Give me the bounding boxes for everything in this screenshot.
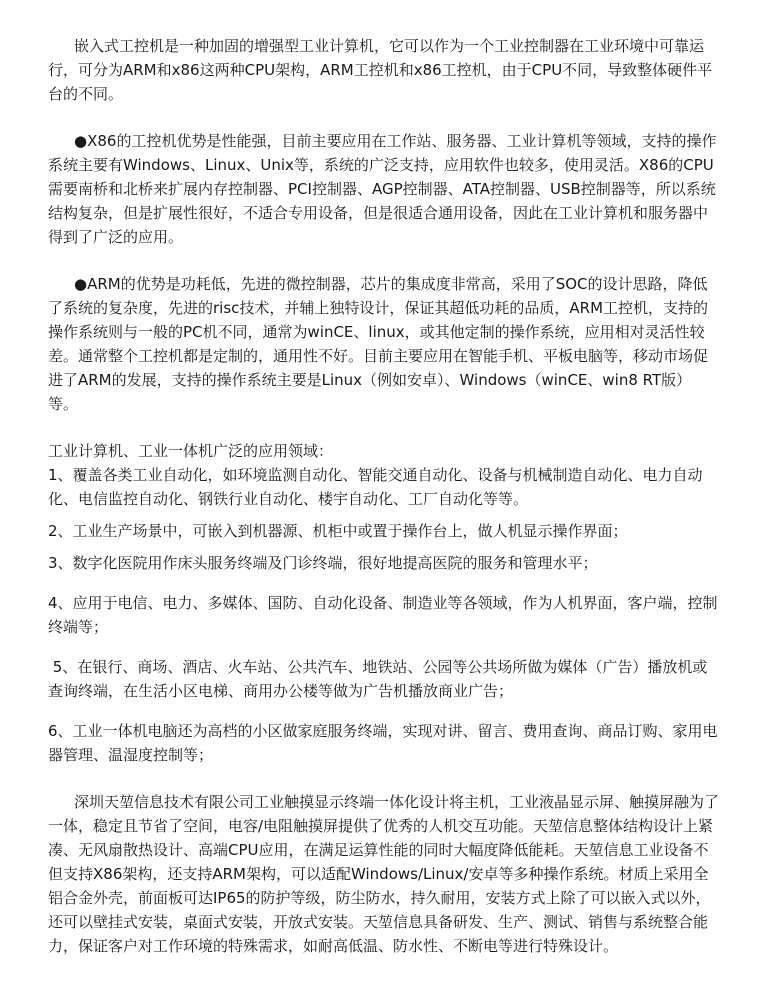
application-item-2: 2、工业生产场景中，可嵌入到机器源、机柜中或置于操作台上，做人机显示操作界面； — [48, 522, 628, 540]
article-body — [48, 34, 720, 958]
x86-advantages-paragraph: ●X86的工控机优势是性能强，目前主要应用在工作站、服务器、工业计算机等领域，支持的操作系统主要有Windows、Linux、Unix等，系统的广泛支持，应用软件也较多，使用灵活。X86的CPU需要南桥和北桥来扩展内存控制器、PCI控制器、AGP控制器、ATA控制器、USB控制器等，所以系统结构复杂，但是扩展性很好，不适合专用设备，但是很适合通用设备，因此在工业计算机和服务器中得到了广泛的应用。 — [48, 132, 717, 246]
application-item-4: 4、应用于电信、电力、多媒体、国防、自动化设备、制造业等各领域，作为人机界面，客户端，控制终端等； — [48, 594, 718, 636]
arm-advantages-paragraph: ●ARM的优势是功耗低，先进的微控制器，芯片的集成度非常高，采用了SOC的设计思路，降低了系统的复杂度，先进的risc技术，并辅上独特设计，保证其超低功耗的品质，ARM工控机，支持的操作系统则与一般的PC机不同，通常为winCE、linux，或其他定制的操作系统，应用相对灵活性较差。通常整个工控机都是定制的，通用性不好。目前主要应用在智能手机、平板电脑等，移动市场促进了ARM的发展，支持的操作系统主要是Linux（例如安卓）、Windows（winCE、win8 RT版）等。 — [48, 275, 709, 413]
company-description-paragraph: 深圳天堃信息技术有限公司工业触摸显示终端一体化设计将主机，工业液晶显示屏、触摸屏融为了一体，稳定且节省了空间，电容/电阻触摸屏提供了优秀的人机交互功能。天堃信息整体结构设计上紧凑、无风扇散热设计、高端CPU应用，在满足运算性能的同时大幅度降低能耗。天堃信息工业设备不但支持X86架构，还支持ARM架构，可以适配Windows/Linux/安卓等多种操作系统。材质上采用全铝合金外壳，前面板可达IP65的防护等级，防尘防水，持久耐用，安装方式上除了可以嵌入式以外，还可以壁挂式安装，桌面式安装，开放式安装。天堃信息具备研发、生产、测试、销售与系统整合能力，保证客户对工作环境的特殊需求，如耐高低温、防水性、不断电等进行特殊设计。 — [48, 793, 720, 955]
applications-heading: 工业计算机、工业一体机广泛的应用领域： — [48, 442, 334, 460]
application-item-5: 5、在银行、商场、酒店、火车站、公共汽车、地铁站、公园等公共场所做为媒体（广告）播放机或查询终端，在生活小区电梯、商用办公楼等做为广告机播放商业广告； — [48, 658, 708, 700]
application-item-1: 1、覆盖各类工业自动化，如环境监测自动化、智能交通自动化、设备与机械制造自动化、电力自动化、电信监控自动化、钢铁行业自动化、楼宇自动化、工厂自动化等等。 — [48, 466, 703, 508]
intro-paragraph: 嵌入式工控机是一种加固的增强型工业计算机，它可以作为一个工业控制器在工业环境中可靠运行，可分为ARM和x86这两种CPU架构，ARM工控机和x86工控机，由于CPU不同，导致整体硬件平台的不同。 — [48, 37, 713, 103]
application-item-6: 6、工业一体机电脑还为高档的小区做家庭服务终端，实现对讲、留言、费用查询、商品订购、家用电器管理、温湿度控制等； — [48, 722, 718, 764]
application-item-3: 3、数字化医院用作床头服务终端及门诊终端，很好地提高医院的服务和管理水平； — [48, 554, 598, 572]
